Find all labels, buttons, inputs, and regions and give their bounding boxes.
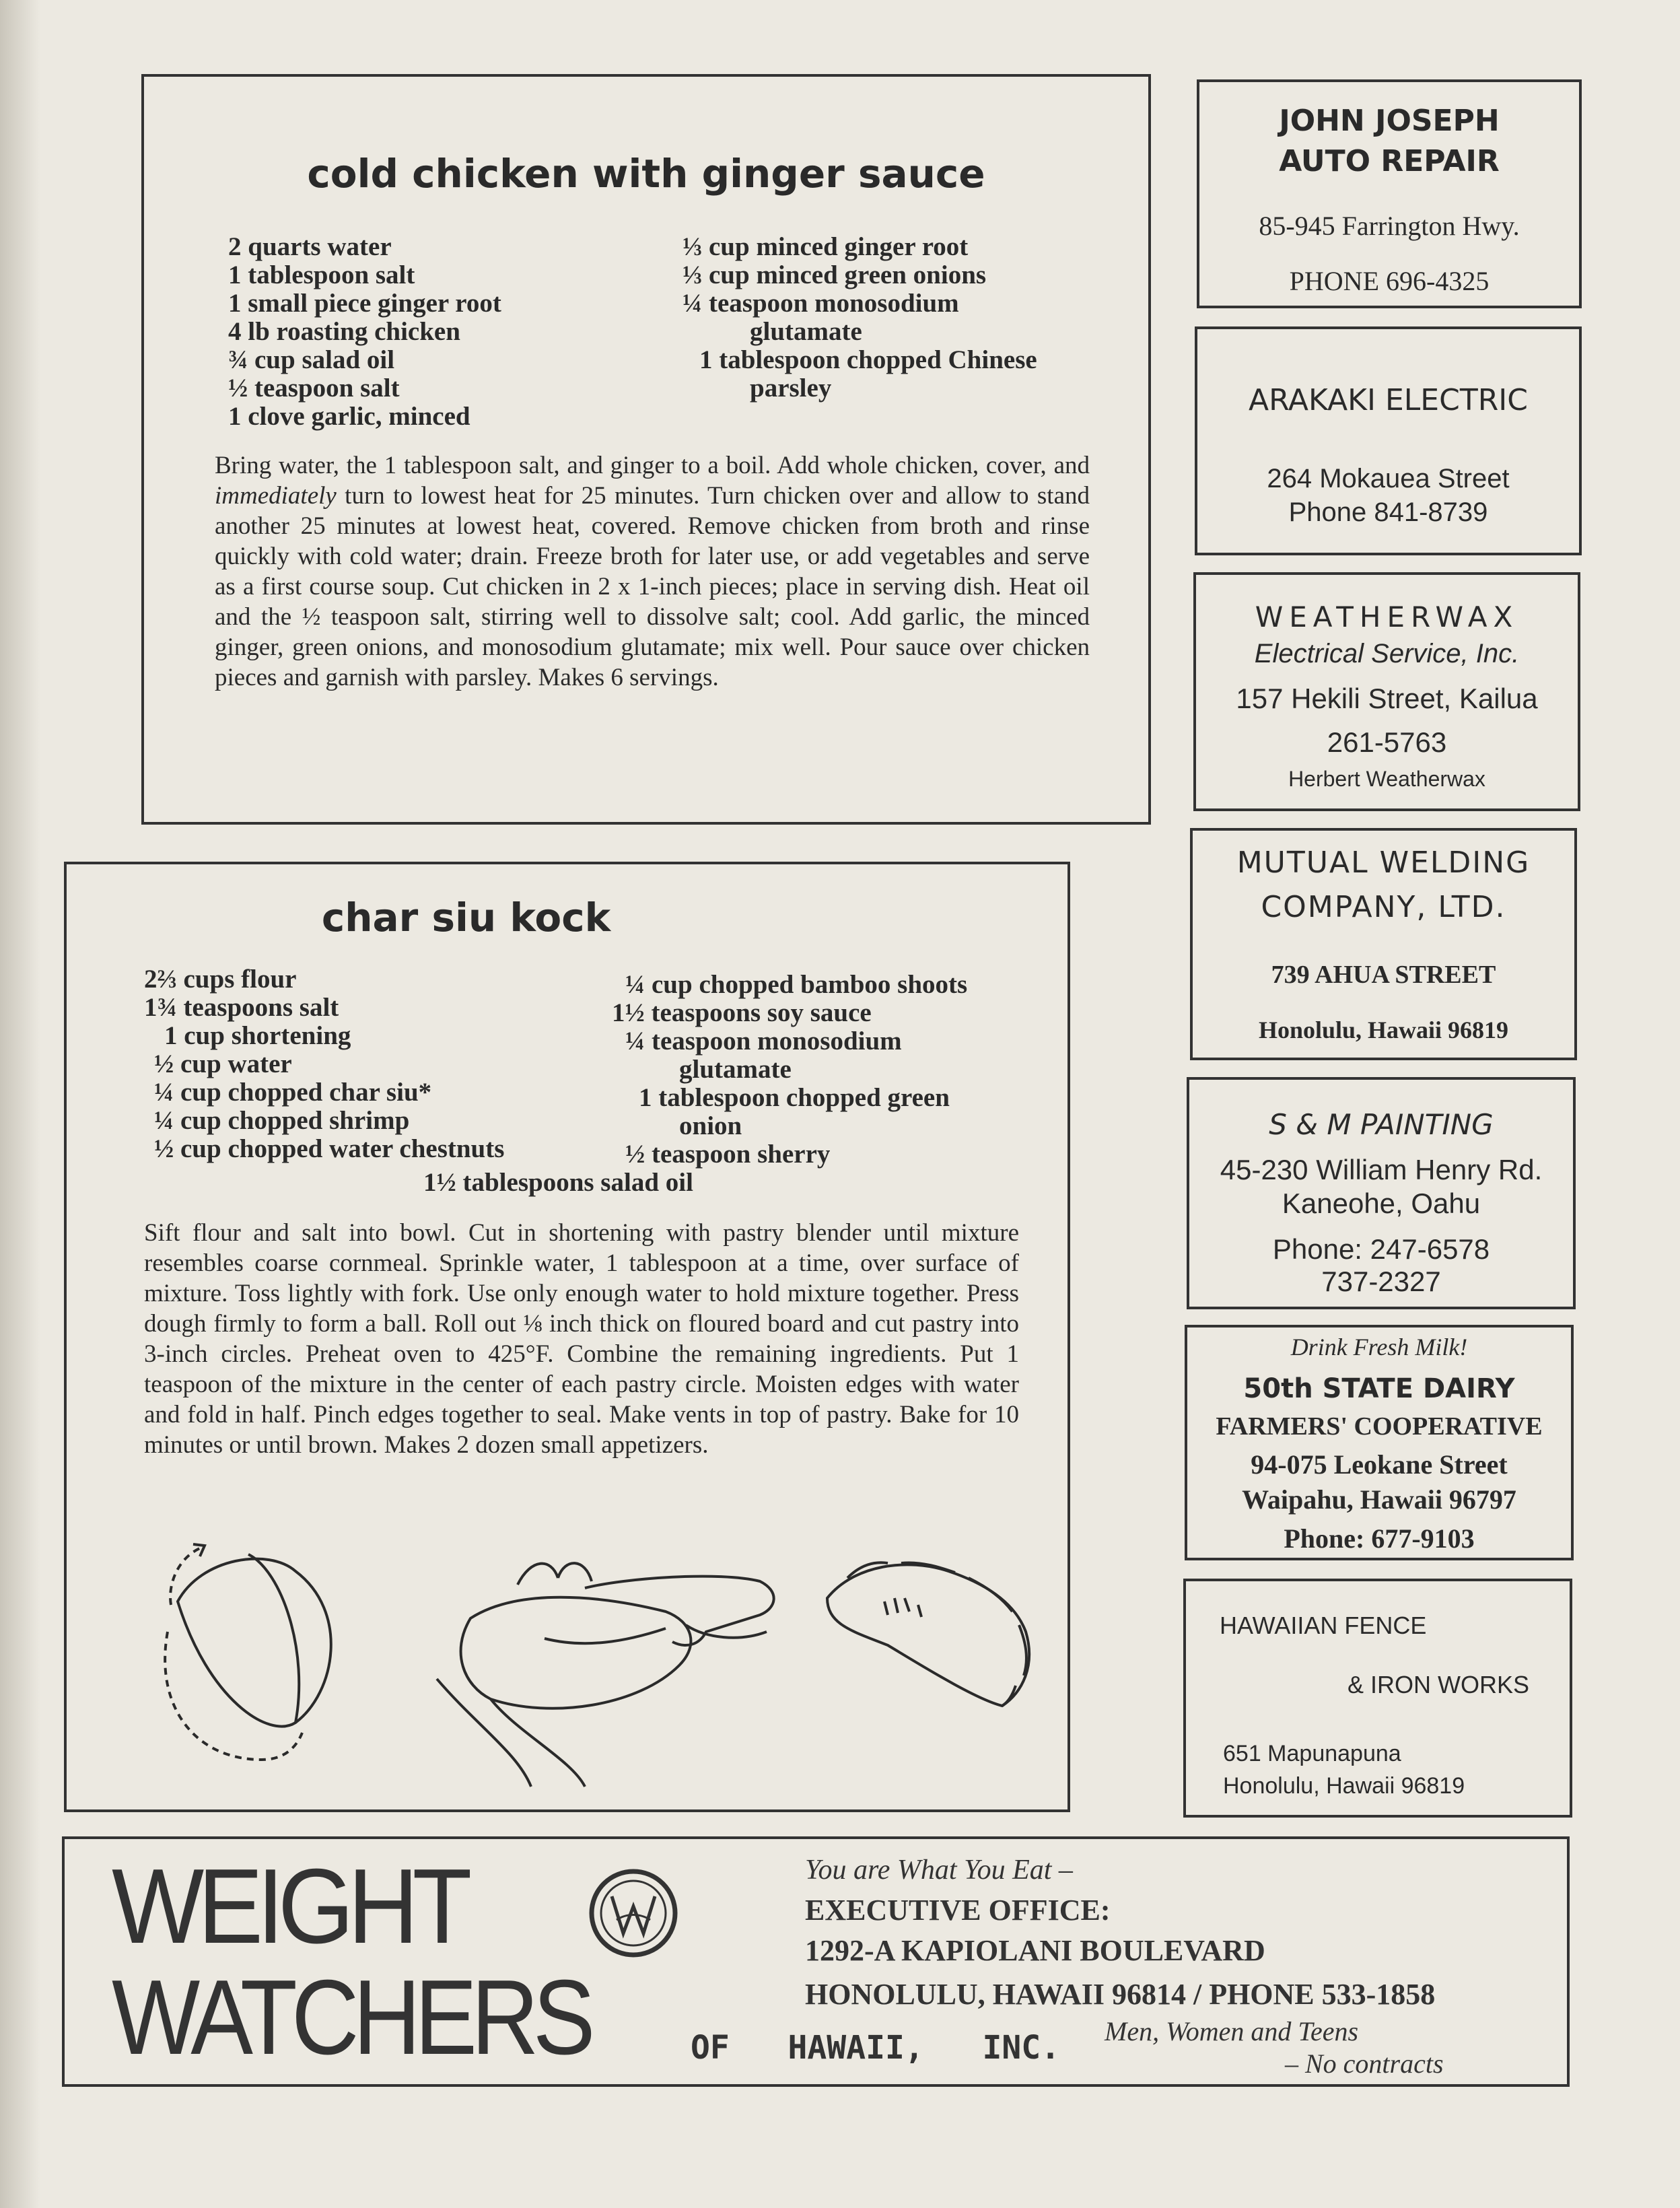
recipe-instructions: Bring water, the 1 tablespoon salt, and ginger to a boil. Add whole chicken, cover, and immediately turn to lowest heat for 25 minutes. Turn chicken over and allow to stand another 25 minutes at lowest heat, covered. Remove chicken from broth and rinse quickly with cold water; drain. Freeze broth for later use, or add vegetables and serve as a first course soup. Cut chicken in 2 x 1-inch pieces; place in serving dish. Heat oil and the ½ teaspoon salt, stirring well to dissolve salt; cool. Add garlic, the minced ginger, green onions, and monosodium glutamate; mix well. Pour sauce over chicken pieces and garnish with parsley. Makes 6 servings. (215, 452, 1090, 691)
ingredient: glutamate (750, 317, 862, 346)
business-name: 50th STATE DAIRY (1243, 1373, 1515, 1404)
address: 94-075 Leokane Street (1251, 1449, 1508, 1480)
logo-line-weight: WEIGHT (112, 1847, 466, 1966)
weight-watchers-logo (112, 1847, 718, 2077)
ingredient: onion (679, 1111, 742, 1140)
business-name: MUTUAL WELDING (1236, 846, 1531, 880)
ingredient: glutamate (679, 1055, 792, 1084)
ingredient: ⅓ cup minced ginger root (682, 232, 969, 261)
ad-sm-painting (1187, 1077, 1576, 1309)
address: 651 Mapunapuna (1223, 1741, 1401, 1766)
slogan: You are What You Eat – (805, 1855, 1073, 1886)
ingredient: 1 tablespoon chopped green (639, 1083, 950, 1112)
ingredient: 1½ tablespoons salad oil (423, 1168, 693, 1197)
recipe-box-cold-chicken (141, 74, 1151, 825)
address: 45-230 William Henry Rd. (1220, 1154, 1543, 1185)
city: Honolulu, Hawaii 96819 (1258, 1016, 1509, 1043)
ingredient: ¼ cup chopped char siu* (154, 1078, 432, 1107)
folded-circle-drawing (165, 1544, 331, 1760)
address: 1292-A KAPIOLANI BOULEVARD (805, 1934, 1265, 1967)
ad-mutual-welding (1190, 828, 1577, 1060)
ingredient: ¼ cup chopped bamboo shoots (625, 970, 968, 999)
ingredient: ¼ teaspoon monosodium (682, 289, 959, 318)
ingredient: 1 cup shortening (164, 1021, 351, 1050)
business-subtitle: Electrical Service, Inc. (1254, 639, 1520, 668)
emphasis: immediately (215, 482, 337, 510)
phone: Phone: 677-9103 (1284, 1523, 1475, 1554)
business-name: FARMERS' COOPERATIVE (1216, 1412, 1543, 1441)
address: 85-945 Farrington Hwy. (1259, 211, 1520, 241)
business-name: JOHN JOSEPH (1279, 104, 1500, 138)
phone: Phone: 247-6578 (1272, 1233, 1490, 1265)
address: 264 Mokauea Street (1267, 464, 1510, 493)
address: 739 AHUA STREET (1271, 961, 1496, 989)
ad-weatherwax (1193, 572, 1580, 811)
ingredient: ¼ teaspoon monosodium (625, 1027, 902, 1056)
ingredient-list-left (228, 233, 501, 431)
ingredient: ¼ cup chopped shrimp (154, 1106, 410, 1135)
ingredient: 1 clove garlic, minced (228, 402, 470, 431)
address: 157 Hekili Street, Kailua (1236, 683, 1538, 714)
city: Waipahu, Hawaii 96797 (1242, 1484, 1516, 1515)
ad-john-joseph-auto-repair (1197, 79, 1582, 308)
ingredient: ½ teaspoon sherry (625, 1140, 831, 1169)
ingredient: ½ cup chopped water chestnuts (154, 1134, 505, 1163)
of-hawaii-inc: OF HAWAII, INC. (691, 2029, 1061, 2067)
phone: PHONE 696-4325 (1289, 266, 1490, 296)
business-name: HAWAIIAN FENCE (1220, 1612, 1427, 1639)
phone: Phone 841-8739 (1288, 497, 1488, 527)
city: Honolulu, Hawaii 96819 (1223, 1773, 1465, 1799)
ingredient: ¾ cup salad oil (228, 345, 395, 374)
ww-emblem-icon (586, 1866, 680, 1960)
phone: 737-2327 (1321, 1266, 1441, 1297)
business-name: WEATHERWAX (1255, 600, 1519, 633)
contact-name: Herbert Weatherwax (1288, 767, 1485, 791)
ad-weight-watchers (62, 1836, 1570, 2087)
slogan: Drink Fresh Milk! (1290, 1334, 1468, 1360)
finished-pastry-drawing (827, 1562, 1029, 1706)
page-gutter-shadow (0, 0, 40, 2208)
business-name: AUTO REPAIR (1279, 144, 1500, 178)
ingredient-list-right (682, 233, 1037, 403)
ingredient: ⅓ cup minced green onions (682, 261, 987, 289)
city: Kaneohe, Oahu (1282, 1187, 1481, 1219)
recipe-box-char-siu-kock (64, 862, 1070, 1812)
ingredient-list-right (612, 971, 967, 1169)
business-name: COMPANY, LTD. (1261, 890, 1506, 924)
ingredient: 4 lb roasting chicken (228, 317, 460, 346)
ingredient: ½ teaspoon salt (228, 374, 400, 403)
logo-line-watchers: WATCHERS (112, 1958, 590, 2077)
note: – No contracts (1285, 2048, 1444, 2079)
ingredient: 1½ teaspoons soy sauce (612, 998, 872, 1027)
folding-pastry-illustration (114, 1531, 1056, 1814)
recipe-title: cold chicken with ginger sauce (307, 151, 985, 197)
business-name: S & M PAINTING (1269, 1108, 1494, 1141)
note: Men, Women and Teens (1105, 2016, 1359, 2046)
business-name: & IRON WORKS (1348, 1671, 1530, 1698)
recipe-title: char siu kock (321, 895, 611, 940)
ad-arakaki-electric (1195, 326, 1582, 555)
ad-50th-state-dairy (1185, 1325, 1574, 1560)
ingredient: ½ cup water (154, 1049, 292, 1078)
ad-hawaiian-fence (1183, 1579, 1572, 1818)
pinching-hands-drawing (437, 1563, 774, 1787)
phone: 261-5763 (1327, 726, 1447, 758)
ingredient: 1 tablespoon chopped Chinese (699, 345, 1037, 374)
ingredient: 2⅔ cups flour (144, 965, 297, 994)
ingredient: 1 small piece ginger root (228, 289, 501, 318)
ingredient: 1¾ teaspoons salt (144, 993, 339, 1022)
ingredient-list-left (144, 965, 504, 1163)
ingredient: parsley (750, 374, 832, 403)
city-phone: HONOLULU, HAWAII 96814 / PHONE 533-1858 (805, 1978, 1436, 2011)
ingredient: 2 quarts water (228, 232, 392, 261)
ingredient: 1 tablespoon salt (228, 261, 415, 289)
executive-office-label: EXECUTIVE OFFICE: (805, 1894, 1111, 1927)
business-name: ARAKAKI ELECTRIC (1249, 383, 1528, 417)
recipe-instructions: Sift flour and salt into bowl. Cut in shortening with pastry blender until mixture resembles coarse cornmeal. Sprinkle water, 1 tablespoon at a time, over surface of mixture. Toss lightly with fork. Use only enough water to hold mixture together. Press dough firmly to form a ball. Roll out ⅛ inch thick on floured board and cut pastry into 3-inch circles. Preheat oven to 425°F. Combine the remaining ingredients. Put 1 teaspoon of the mixture in the center of each pastry circle. Moisten edges with water and fold in half. Pinch edges together to seal. Make vents in top of pastry. Bake for 10 minutes or until brown. Makes 2 dozen small appetizers. (144, 1219, 1019, 1459)
